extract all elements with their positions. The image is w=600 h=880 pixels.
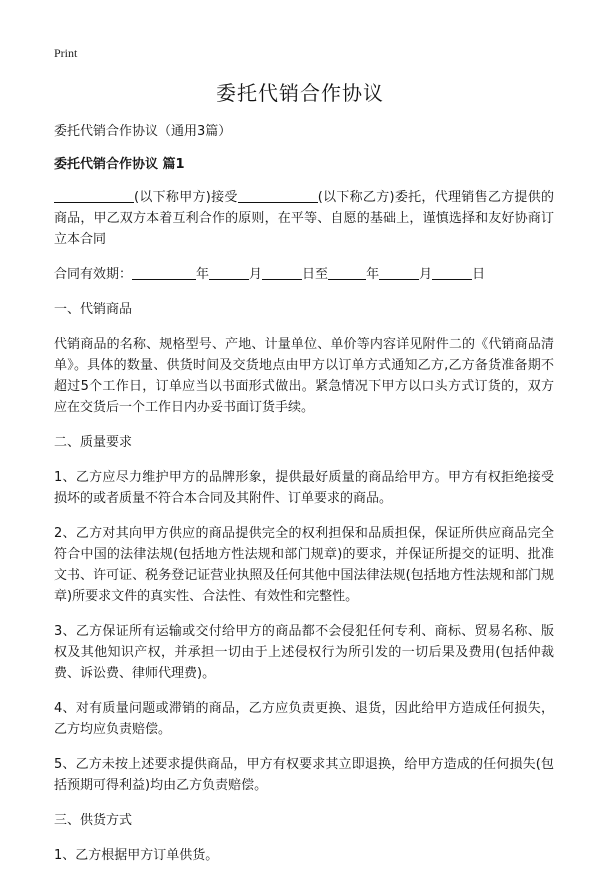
end-month-blank [379, 265, 419, 280]
end-day-blank [432, 265, 472, 280]
contract-term-line [54, 264, 554, 285]
party-b-blank [238, 188, 318, 203]
start-day-to: 日至 [302, 267, 329, 282]
start-month-unit: 月 [249, 267, 263, 282]
start-year-unit: 年 [196, 267, 210, 282]
section-2-item-2: 2、乙方对其向甲方供应的商品提供完全的权利担保和品质担保，保证所供应商品完全符合中国的法律法规(包括地方性法规和部门规章)的要求，并保证所提交的证明、批准文书、许可证、税务登记证营业执照及任何其他中国法律法规(包括地方性法规和部门规章)所要求文件的真实性、合法性、有效性和完整性。 [54, 526, 554, 604]
party-b-text: (以下称乙方)委托，代理销售乙方提供的商品，甲乙双方本着互利合作的原则，在平等、自愿的基础上，谨慎选择和友好协商订立本合同 [54, 190, 554, 247]
party-a-text: (以下称甲方)接受 [134, 190, 238, 205]
end-year-blank [328, 265, 366, 280]
end-day-unit: 日 [472, 267, 486, 282]
document-body [54, 121, 554, 880]
start-year-blank [132, 265, 196, 280]
section-1-title: 一、代销商品 [54, 302, 133, 317]
section-2-item-1: 1、乙方应尽力维护甲方的品牌形象，提供最好质量的商品给甲方。甲方有权拒绝接受损坏的或者质量不符合本合同及其附件、订单要求的商品。 [54, 470, 554, 506]
section-3-title: 三、供货方式 [54, 813, 133, 828]
section-heading: 委托代销合作协议 篇1 [54, 157, 185, 172]
end-month-unit: 月 [419, 267, 433, 282]
section-3-item-1: 1、乙方根据甲方订单供货。 [54, 848, 219, 863]
start-month-blank [209, 265, 249, 280]
start-day-blank [262, 265, 302, 280]
document-title: 委托代销合作协议 [216, 81, 384, 105]
section-2-item-5: 5、乙方未按上述要求提供商品，甲方有权要求其立即退换，给甲方造成的任何损失(包括预期可得利益)均由乙方负责赔偿。 [54, 757, 554, 793]
section-2-item-3: 3、乙方保证所有运输或交付给甲方的商品都不会侵犯任何专利、商标、贸易名称、版权及其他知识产权，并承担一切由于上述侵权行为所引发的一切后果及费用(包括仲裁费、诉讼费、律师代理费)。 [54, 624, 554, 681]
section-2-title: 二、质量要求 [54, 435, 133, 450]
document-subtitle: 委托代销合作协议（通用3篇） [54, 124, 232, 139]
term-label: 合同有效期： [54, 267, 133, 282]
print-label: Print [54, 46, 78, 60]
section-2-item-4: 4、对有质量问题或滞销的商品，乙方应负责更换、退货，因此给甲方造成任何损失，乙方均应负责赔偿。 [54, 701, 554, 737]
party-a-blank [54, 188, 134, 203]
end-year-unit: 年 [366, 267, 380, 282]
intro-paragraph [54, 187, 554, 250]
section-1-body: 代销商品的名称、规格型号、产地、计量单位、单价等内容详见附件二的《代销商品清单》。具体的数量、供货时间及交货地点由甲方以订单方式通知乙方,乙方备货准备期不超过5个工作日，订单应当以书面形式做出。紧急情况下甲方以口头方式订货的，双方应在交货后一个工作日内办妥书面订货手续。 [54, 337, 554, 415]
